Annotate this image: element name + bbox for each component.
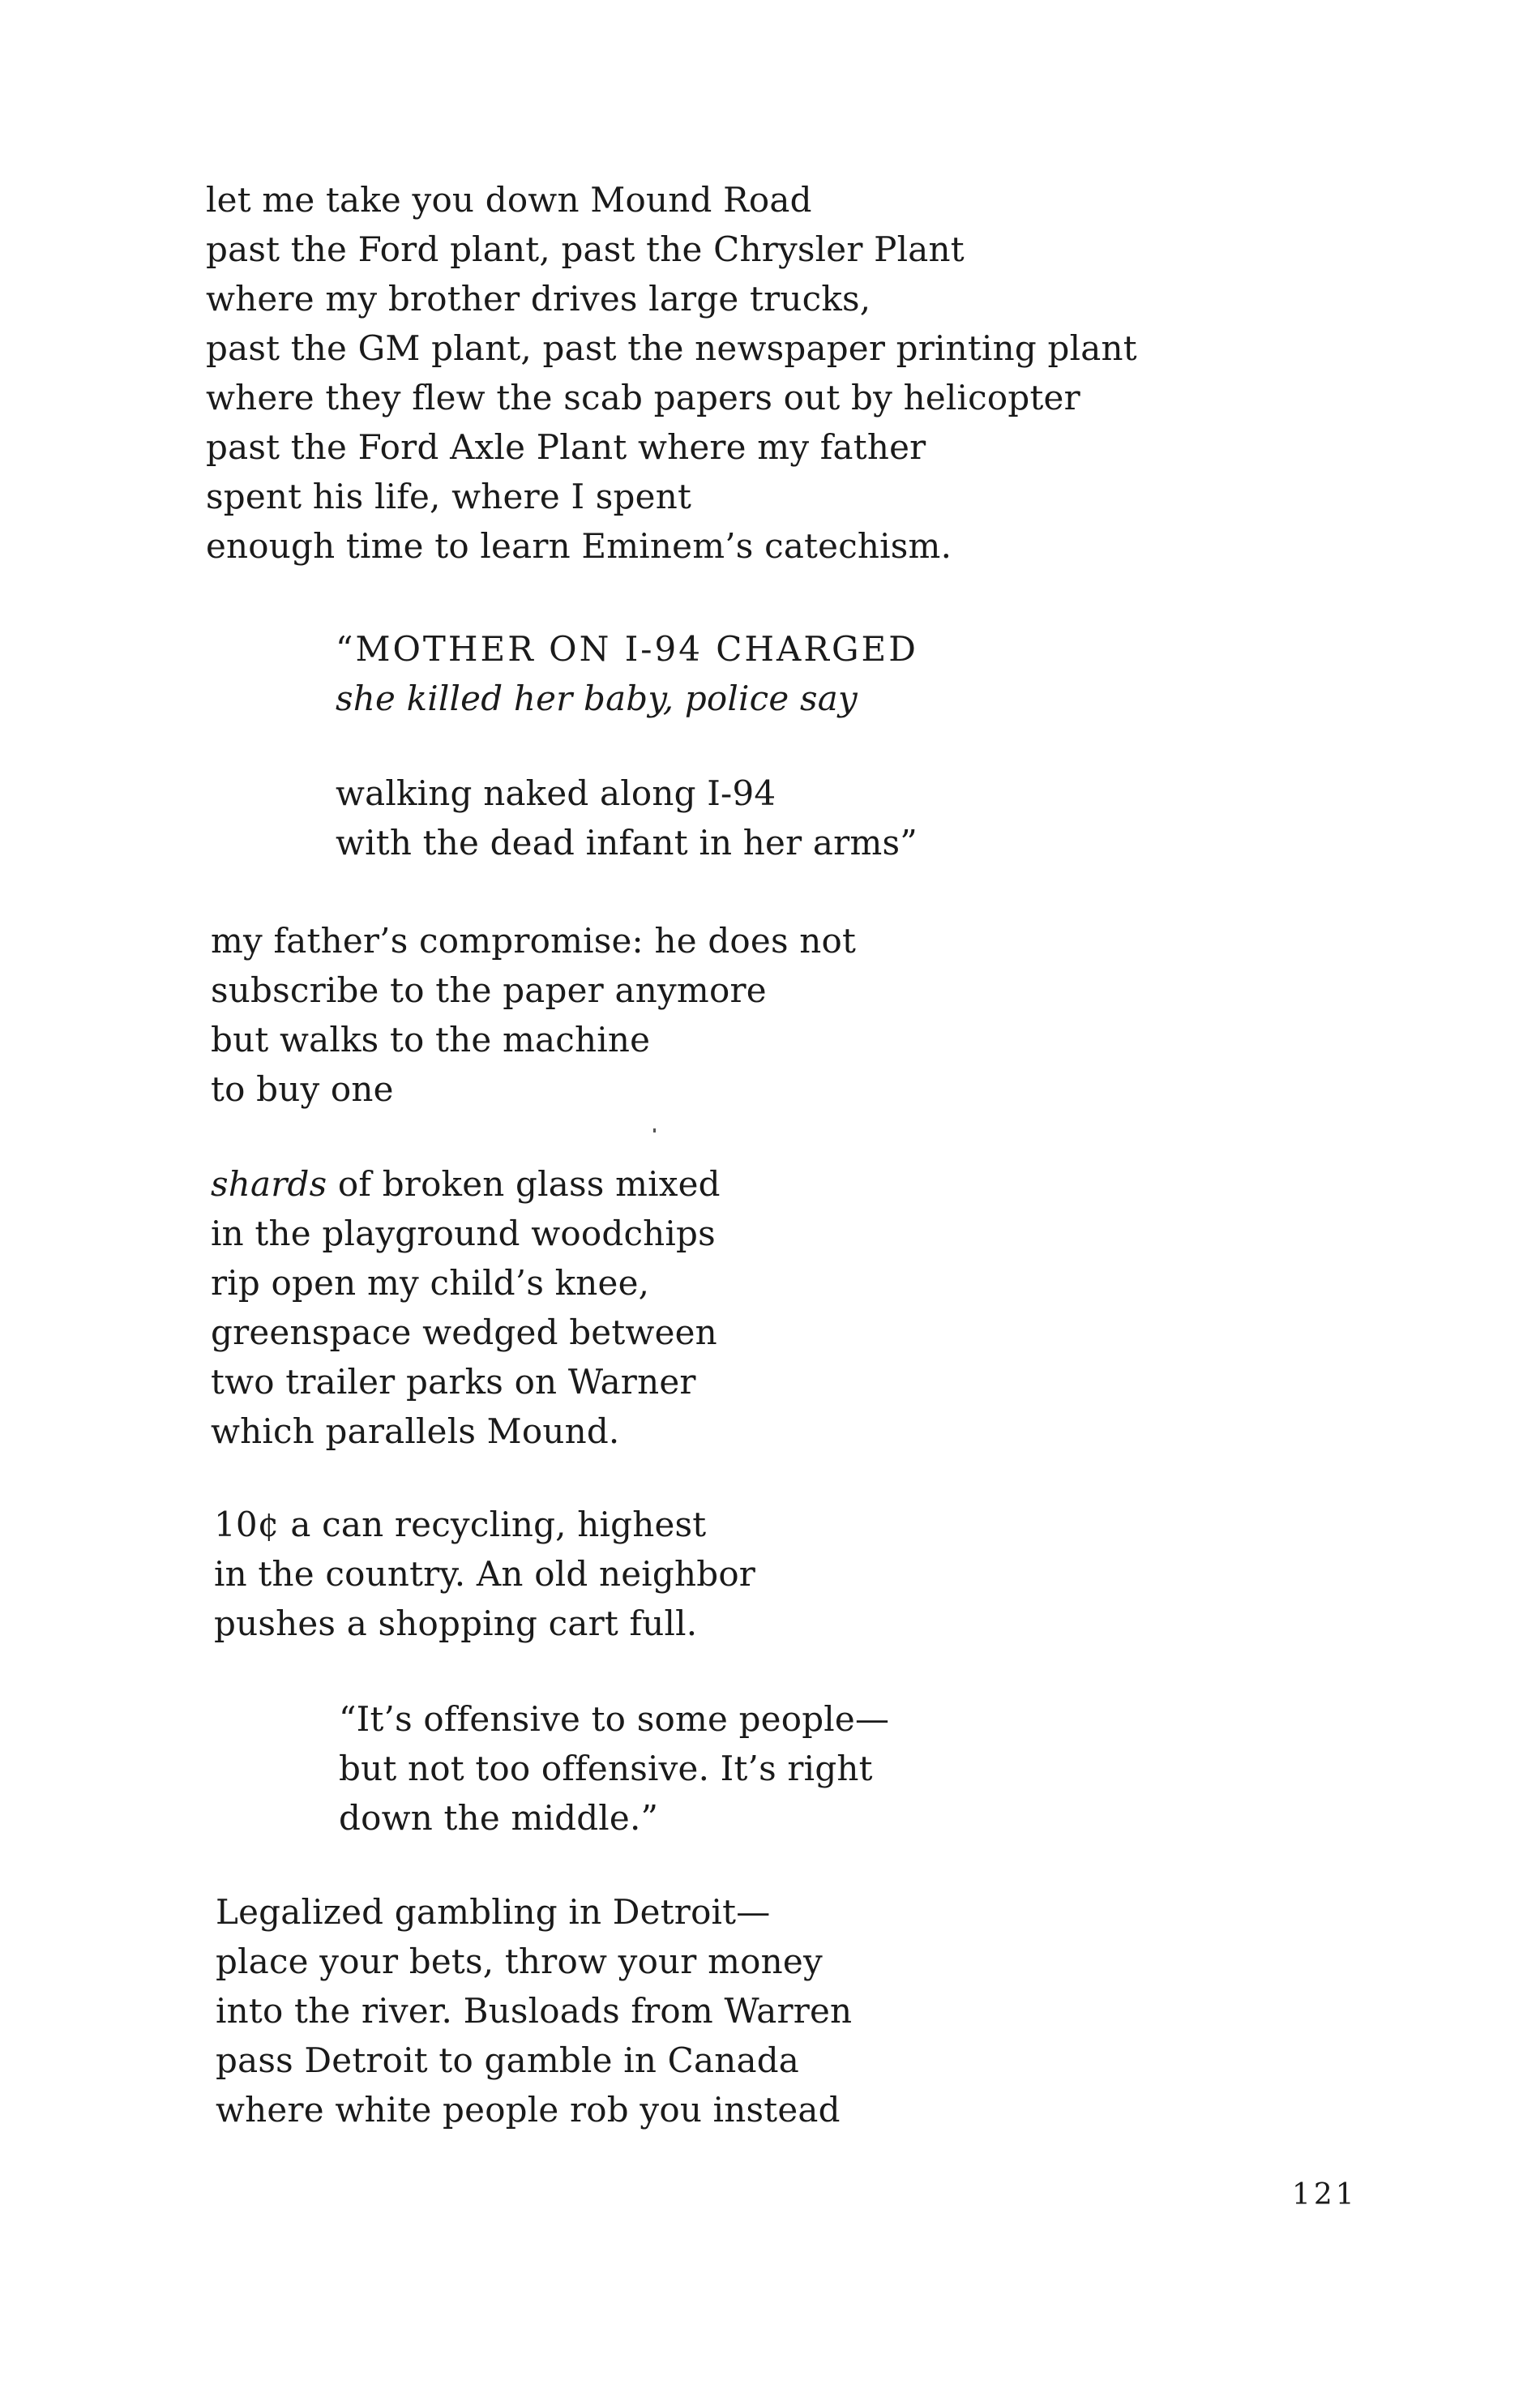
quote-line: down the middle.” bbox=[339, 1798, 659, 1838]
quote-line: but not too offensive. It’s right bbox=[339, 1749, 873, 1788]
stanza-shards bbox=[211, 1159, 721, 1456]
poem-line: let me take you down Mound Road bbox=[206, 180, 812, 220]
poem-line: to buy one bbox=[211, 1069, 394, 1109]
line-rest: of broken glass mixed bbox=[327, 1164, 721, 1204]
poem-line: Legalized gambling in Detroit— bbox=[216, 1892, 771, 1932]
italic-word: shards bbox=[211, 1164, 327, 1204]
poem-line: past the Ford plant, past the Chrysler Plant bbox=[206, 229, 965, 269]
poem-line: my father’s compromise: he does not bbox=[211, 921, 857, 961]
poem-line: rip open my child’s knee, bbox=[211, 1263, 650, 1303]
newspaper-headline bbox=[336, 624, 918, 723]
poem-line: place your bets, throw your money bbox=[216, 1942, 823, 1981]
scan-speck bbox=[653, 1128, 656, 1132]
poem-line: with the dead infant in her arms” bbox=[336, 823, 918, 863]
poem-line: pass Detroit to gamble in Canada bbox=[216, 2040, 800, 2080]
poem-line: past the Ford Axle Plant where my father bbox=[206, 427, 926, 467]
newspaper-article bbox=[336, 769, 918, 867]
poem-line: into the river. Busloads from Warren bbox=[216, 1991, 853, 2031]
poem-line: two trailer parks on Warner bbox=[211, 1362, 696, 1402]
poem-line bbox=[211, 1159, 721, 1209]
stanza-compromise bbox=[211, 916, 856, 1114]
stanza-recycling bbox=[214, 1500, 755, 1648]
poem-line: pushes a shopping cart full. bbox=[214, 1603, 698, 1643]
subheadline-line: she killed her baby, police say bbox=[336, 679, 858, 718]
poem-line: walking naked along I-94 bbox=[336, 773, 776, 813]
poem-line: in the country. An old neighbor bbox=[214, 1554, 756, 1594]
stanza-gambling bbox=[216, 1887, 852, 2134]
page-number: 121 bbox=[1292, 2178, 1358, 2211]
poem-line: which parallels Mound. bbox=[211, 1411, 620, 1451]
quote-line: “It’s offensive to some people— bbox=[339, 1699, 890, 1739]
poem-line: enough time to learn Eminem’s catechism. bbox=[206, 526, 952, 566]
poem-line: where white people rob you instead bbox=[216, 2090, 841, 2130]
poem-line: greenspace wedged between bbox=[211, 1312, 717, 1352]
poem-line: past the GM plant, past the newspaper printing plant bbox=[206, 328, 1137, 368]
poem-line: but walks to the machine bbox=[211, 1020, 651, 1060]
poem-line: in the playground woodchips bbox=[211, 1214, 716, 1253]
poem-line: where my brother drives large trucks, bbox=[206, 279, 871, 319]
poem-line: subscribe to the paper anymore bbox=[211, 970, 767, 1010]
poem-line: spent his life, where I spent bbox=[206, 477, 692, 516]
headline-line: “MOTHER ON I-94 CHARGED bbox=[336, 629, 918, 669]
poem-line: 10¢ a can recycling, highest bbox=[214, 1505, 707, 1544]
quote-block bbox=[339, 1694, 889, 1843]
poem-line: where they flew the scab papers out by helicopter bbox=[206, 378, 1080, 417]
stanza-mound-road bbox=[206, 175, 1137, 571]
